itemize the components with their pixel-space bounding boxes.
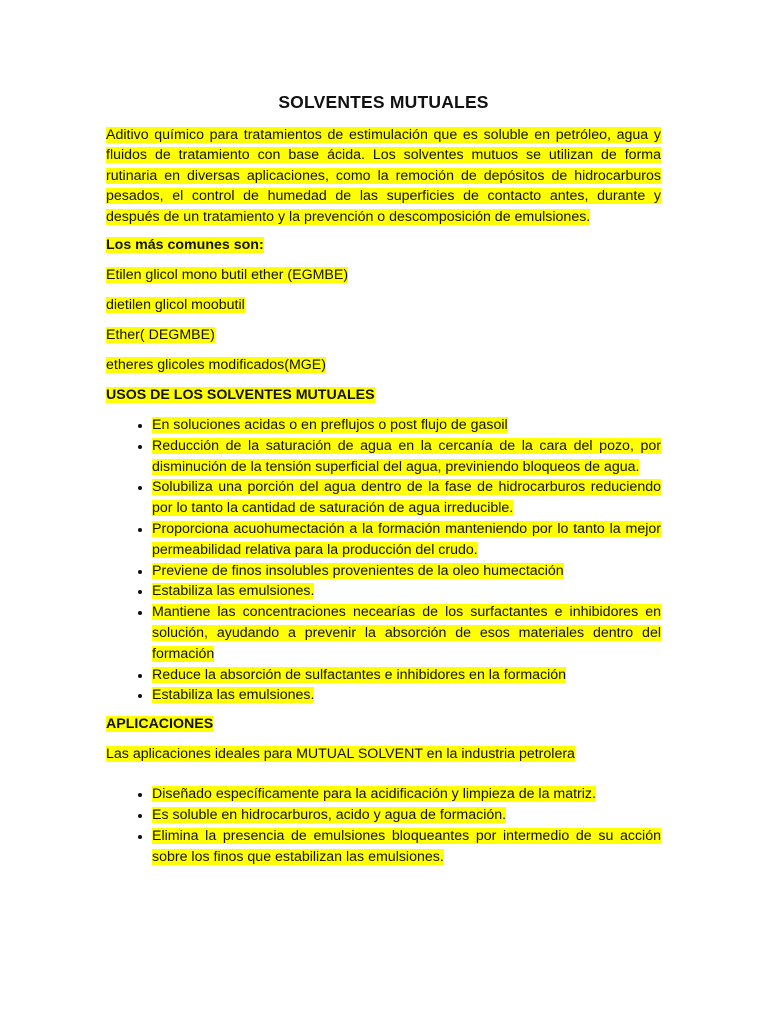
document-page: [106, 92, 661, 875]
intro-paragraph: [106, 125, 661, 227]
list-item: • Reduce la absorción de sulfactantes e inhibidores en la formación: [152, 665, 661, 686]
applications-list: [106, 784, 661, 867]
uses-list: [106, 415, 661, 706]
intro-text: Aditivo químico para tratamientos de estimulación que es soluble en petróleo, agua y fluidos de tratamiento con base ácida. Los solventes mutuos se utilizan de forma rutinaria en diversas aplicaciones, como la remoción de depósitos de hidrocarburos pesados, el control de humedad de las superficies de contacto antes, durante y después de un tratamiento y la prevención o descomposición de emulsiones.: [106, 127, 661, 225]
list-item: • Mantiene las concentraciones necearías de los surfactantes e inhibidores en solución, ayudando a prevenir la absorción de esos materiales dentro del formación: [152, 602, 661, 664]
list-item: • En soluciones acidas o en preflujos o post flujo de gasoil: [152, 415, 661, 436]
document-title: SOLVENTES MUTUALES: [278, 92, 489, 112]
uses-heading: USOS DE LOS SOLVENTES MUTUALES: [106, 387, 375, 404]
applications-intro: Las aplicaciones ideales para MUTUAL SOLVENT en la industria petrolera: [106, 746, 575, 763]
common-item: Etilen glicol mono butil ether (EGMBE): [106, 267, 349, 284]
list-item: • Previene de finos insolubles provenientes de la oleo humectación: [152, 561, 661, 582]
list-item: • Elimina la presencia de emulsiones bloqueantes por intermedio de su acción sobre los finos que estabilizan las emulsiones.: [152, 826, 661, 868]
list-item: • Proporciona acuohumectación a la formación manteniendo por lo tanto la mejor permeabilidad relativa para la producción del crudo.: [152, 519, 661, 561]
list-item: • Diseñado específicamente para la acidificación y limpieza de la matriz.: [152, 784, 661, 805]
common-item: etheres glicoles modificados(MGE): [106, 357, 326, 374]
list-item: • Estabiliza las emulsiones.: [152, 581, 661, 602]
list-item: • Solubiliza una porción del agua dentro de la fase de hidrocarburos reduciendo por lo tanto la cantidad de saturación de agua irreducible.: [152, 477, 661, 519]
common-item: dietilen glicol moobutil: [106, 297, 245, 314]
list-item: • Estabiliza las emulsiones.: [152, 685, 661, 706]
applications-heading: APLICACIONES: [106, 716, 214, 733]
common-heading: Los más comunes son:: [106, 237, 264, 254]
list-item: • Es soluble en hidrocarburos, acido y agua de formación.: [152, 805, 661, 826]
common-item: Ether( DEGMBE): [106, 327, 215, 344]
list-item: • Reducción de la saturación de agua en la cercanía de la cara del pozo, por disminución de la tensión superficial del agua, previniendo bloqueos de agua.: [152, 436, 661, 478]
